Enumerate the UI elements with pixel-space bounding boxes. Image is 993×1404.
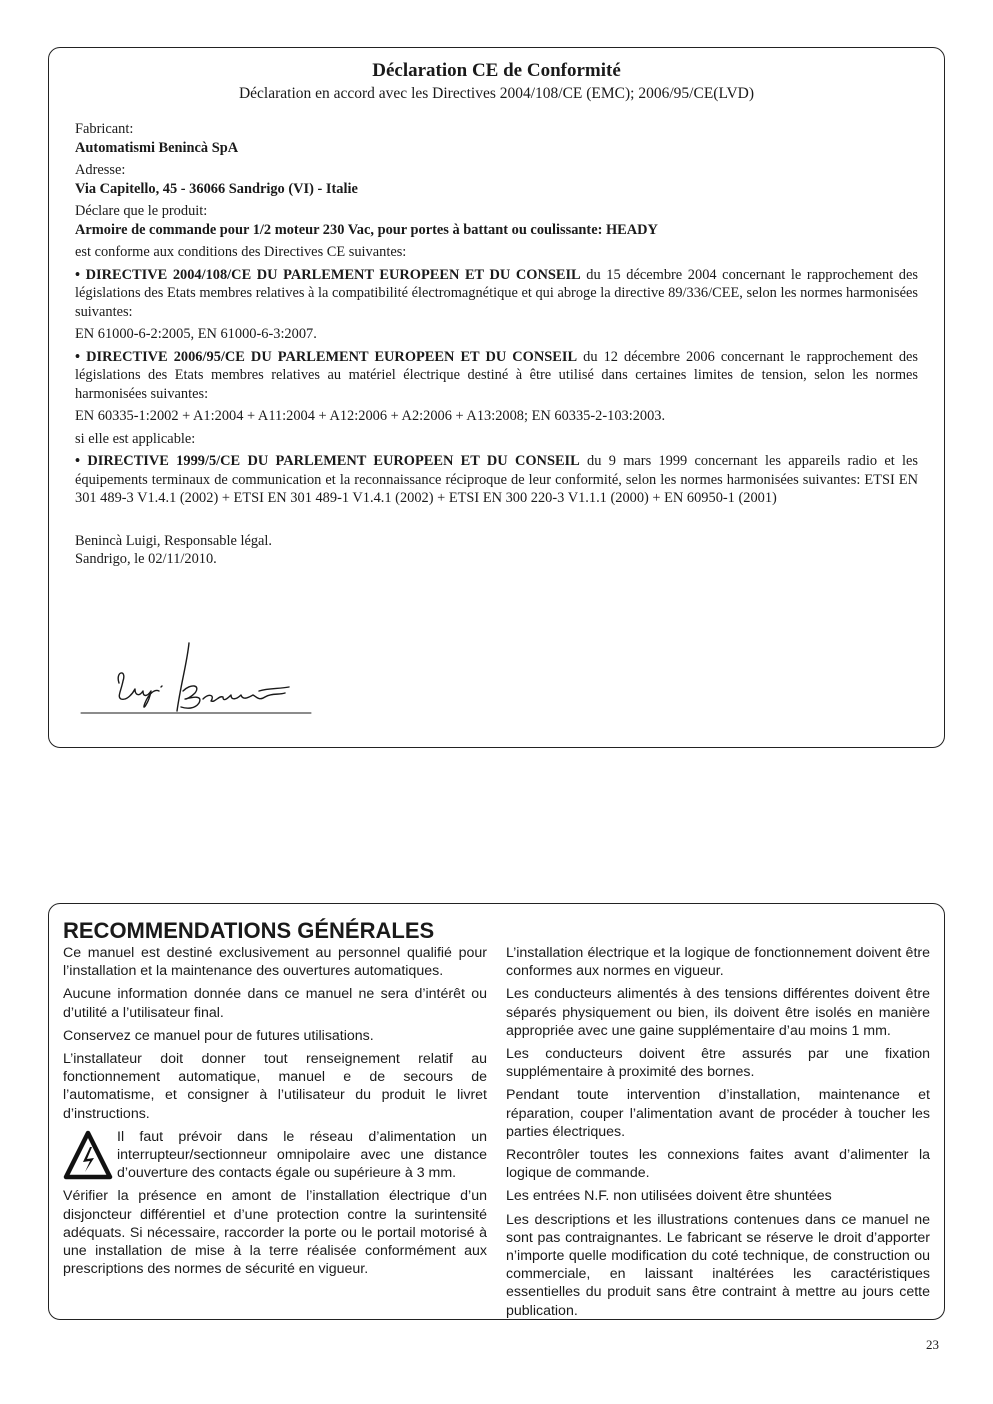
directive-1-norms: EN 61000-6-2:2005, EN 61000-6-3:2007. [75,326,317,342]
recommendation-paragraph: L’installation électrique et la logique de fonctionnement doivent être conformes aux normes en vigueur. [506,945,930,980]
recommendation-paragraph: Les entrées N.F. non utilisées doivent être shuntées [506,1188,832,1205]
declaration-panel [48,47,945,748]
declaration-body [75,120,918,569]
electrical-hazard-warning-icon [63,1130,113,1182]
recommendation-paragraph: Les conducteurs doivent être assurés par une fixation supplémentaire à proximité des bornes. [506,1046,930,1081]
page-number: 23 [926,1337,939,1352]
recommendations-title: RECOMMENDATIONS GÉNÉRALES [63,918,435,943]
address-label: Adresse: [75,162,126,178]
recommendation-paragraph: Aucune information donnée dans ce manuel ne sera d’intérêt ou d’utilité a l’utilisateur final. [63,986,487,1021]
recommendation-paragraph: Les descriptions et les illustrations contenues dans ce manuel ne sont pas contraignantes. Le fabricant se réserve le droit d’apporter n’importe quelle modification du coté technique, de construction ou commerciale, en laissant inaltérées les caractéristiques essentielles du produit sans être contraint à mettre au jours cette publication. [506,1211,930,1319]
declares-label: Déclare que le produit: [75,203,208,219]
recommendation-paragraph: Recontrôler toutes les connexions faites avant d’alimenter la logique de commande. [506,1147,930,1182]
recommendation-paragraph: Vérifier la présence en amont de l’installation électrique d’un disjoncteur différentiel et d’une protection contre la surintensité adéquats. Si nécessaire, raccorder la porte ou le portail motorisé à une installation de mise à la terre réalisée conformément aux prescriptions des normes de sécurité en vigueur. [63,1188,487,1278]
place-date: Sandrigo, le 02/11/2010. [75,551,217,567]
conforms-text: est conforme aux conditions des Directives CE suivantes: [75,244,407,260]
directive-1: • DIRECTIVE 2004/108/CE DU PARLEMENT EUROPEEN ET DU CONSEIL du 15 décembre 2004 concernant le rapprochement des législations des Etats membres relatives à la compatibilité électromagnétique et qui abroge la directive 89/336/CEE, selon les normes harmonisées suivantes: [75,266,918,320]
directive-2-norms: EN 60335-1:2002 + A1:2004 + A11:2004 + A12:2006 + A2:2006 + A13:2008; EN 60335-2-103:2003. [75,408,666,424]
declaration-subtitle: Déclaration en accord avec les Directives 2004/108/CE (EMC); 2006/95/CE(LVD) [238,85,755,102]
recommendations-left-column [63,944,487,1283]
recommendations-right-column [506,944,930,1325]
signature-image [79,633,319,723]
signatory: Benincà Luigi, Responsable légal. [75,532,273,549]
manufacturer-label: Fabricant: [75,121,134,137]
recommendation-paragraph: Conservez ce manuel pour de futures utilisations. [63,1027,374,1044]
warning-paragraph: Il faut prévoir dans le réseau d’alimentation un interrupteur/sectionneur omnipolaire avec une distance d’ouverture des contacts égale ou supérieure à 3 mm. [63,1128,487,1183]
declaration-title: Déclaration CE de Conformité [372,60,621,81]
recommendation-paragraph: Les conducteurs alimentés à des tensions différentes doivent être séparés physiquement ou bien, ils doivent être isolés en manière appropriée avec une gaine supplémentaire d’au moins 1 mm. [506,986,930,1039]
address-value: Via Capitello, 45 - 36066 Sandrigo (VI) - Italie [75,180,358,197]
recommendation-paragraph: Ce manuel est destiné exclusivement au personnel qualifié pour l’installation et la maintenance des ouvertures automatiques. [63,945,487,980]
applicable-text: si elle est applicable: [75,430,196,447]
recommendations-panel [48,903,945,1320]
manufacturer-name: Automatismi Benincà SpA [75,139,239,156]
product-name: Armoire de commande pour 1/2 moteur 230 Vac, pour portes à battant ou coulissante: HEADY [75,221,658,238]
directive-2: • DIRECTIVE 2006/95/CE DU PARLEMENT EUROPEEN ET DU CONSEIL du 12 décembre 2006 concernant le rapprochement des législations des Etats membres relatives au matériel électrique destiné à être utilisé dans certaines limites de tension, selon les normes harmonisées suivantes: [75,348,919,402]
directive-3: • DIRECTIVE 1999/5/CE DU PARLEMENT EUROPEEN ET DU CONSEIL du 9 mars 1999 concernant les appareils radio et les équipements terminaux de communication et la reconnaissance réciproque de leur conformité, selon les normes harmonisées suivantes: ETSI EN 301 489-3 V1.4.1 (2002) + ETSI EN 301 489-1 V1.4.1 (2002) + ETSI EN 300 220-3 V1.1.1 (2000) + EN 60950-1 (2001) [75,453,918,506]
recommendation-paragraph: L’installateur doit donner tout renseignement relatif au fonctionnement automatique, manuel e de secours de l’automatisme, et consigner à l’utilisateur du produit le livret d’instructions. [63,1051,487,1122]
recommendation-paragraph: Pendant toute intervention d’installation, maintenance et réparation, couper l’alimentation avant de procéder à toucher les parties électriques. [506,1087,930,1140]
